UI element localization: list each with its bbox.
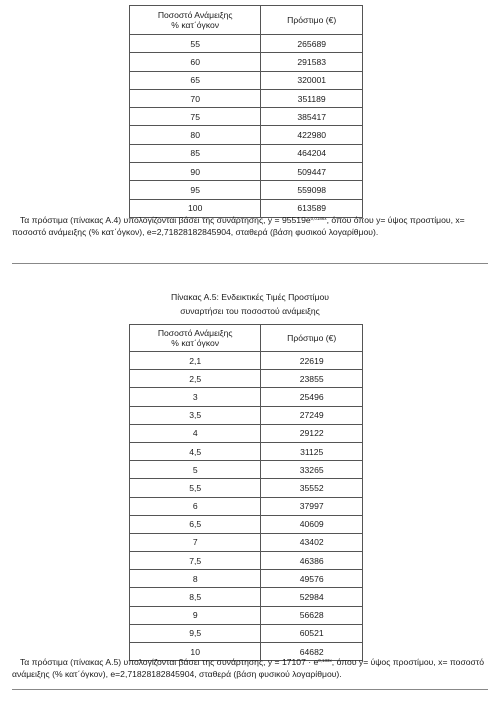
table-body xyxy=(130,35,363,218)
formula-text-continued: , όπου y= ύψος προστίμου, x= ποσοστό ανάμειξης (% κατ΄όγκον), e=2,71828182845904, σταθερά (βάση φυσικού λογαρίθμου). xyxy=(12,657,485,679)
table-row xyxy=(130,533,363,551)
cell-blend-percent: 95 xyxy=(130,181,261,199)
table-row xyxy=(130,406,363,424)
column-header-fine: Πρόστιμο (€) xyxy=(261,6,363,35)
table-caption-a5 xyxy=(100,290,400,318)
cell-fine-amount: 49576 xyxy=(261,570,363,588)
cell-blend-percent: 85 xyxy=(130,144,261,162)
column-header-blend-percent: Ποσοστό Ανάμειξης % κατ΄όγκον xyxy=(130,6,261,35)
cell-fine-amount: 613589 xyxy=(261,199,363,217)
section-divider xyxy=(12,689,488,690)
column-header-fine: Πρόστιμο (€) xyxy=(261,325,363,352)
caption-line: Πίνακας Α.5: Ενδεικτικές Τιμές Προστίμου xyxy=(171,292,329,302)
cell-blend-percent: 100 xyxy=(130,199,261,217)
cell-fine-amount: 22619 xyxy=(261,352,363,370)
cell-fine-amount: 29122 xyxy=(261,424,363,442)
cell-fine-amount: 320001 xyxy=(261,71,363,89)
cell-blend-percent: 4 xyxy=(130,424,261,442)
formula-note-a5 xyxy=(12,655,494,680)
table-row xyxy=(130,144,363,162)
cell-fine-amount: 37997 xyxy=(261,497,363,515)
table-row xyxy=(130,497,363,515)
table-body xyxy=(130,352,363,661)
cell-blend-percent: 10 xyxy=(130,643,261,661)
cell-blend-percent: 5 xyxy=(130,461,261,479)
table-row xyxy=(130,163,363,181)
cell-fine-amount: 464204 xyxy=(261,144,363,162)
cell-fine-amount: 46386 xyxy=(261,552,363,570)
table-row xyxy=(130,388,363,406)
table-row xyxy=(130,108,363,126)
cell-fine-amount: 56628 xyxy=(261,606,363,624)
cell-fine-amount: 27249 xyxy=(261,406,363,424)
cell-fine-amount: 265689 xyxy=(261,35,363,53)
table-header-row xyxy=(130,6,363,35)
table-row xyxy=(130,552,363,570)
cell-fine-amount: 385417 xyxy=(261,108,363,126)
cell-blend-percent: 7,5 xyxy=(130,552,261,570)
cell-blend-percent: 6 xyxy=(130,497,261,515)
table-row xyxy=(130,461,363,479)
table-row xyxy=(130,515,363,533)
table-row xyxy=(130,570,363,588)
cell-fine-amount: 40609 xyxy=(261,515,363,533)
table-row xyxy=(130,424,363,442)
table-row xyxy=(130,126,363,144)
table-row xyxy=(130,89,363,107)
table-row xyxy=(130,352,363,370)
cell-blend-percent: 6,5 xyxy=(130,515,261,533)
column-header-blend-percent: Ποσοστό Ανάμειξης % κατ΄όγκον xyxy=(130,325,261,352)
table-row xyxy=(130,370,363,388)
table-row xyxy=(130,606,363,624)
cell-blend-percent: 3,5 xyxy=(130,406,261,424)
table-row xyxy=(130,442,363,460)
cell-blend-percent: 7 xyxy=(130,533,261,551)
caption-line: συναρτήσει του ποσοστού ανάμειξης xyxy=(180,306,320,316)
formula-text: Τα πρόστιμα (πίνακας Α.5) υπολογίζονται βάσει της συνάρτησης, y = 17107 · e xyxy=(20,657,319,667)
fine-table-a4 xyxy=(129,5,363,218)
formula-exponent: 0,0186x xyxy=(310,216,327,221)
table-row xyxy=(130,588,363,606)
cell-blend-percent: 55 xyxy=(130,35,261,53)
cell-blend-percent: 3 xyxy=(130,388,261,406)
cell-fine-amount: 351189 xyxy=(261,89,363,107)
cell-fine-amount: 23855 xyxy=(261,370,363,388)
cell-blend-percent: 60 xyxy=(130,53,261,71)
cell-blend-percent: 2,5 xyxy=(130,370,261,388)
cell-blend-percent: 75 xyxy=(130,108,261,126)
section-divider xyxy=(12,263,488,264)
cell-blend-percent: 4,5 xyxy=(130,442,261,460)
cell-blend-percent: 9 xyxy=(130,606,261,624)
table-row xyxy=(130,53,363,71)
cell-blend-percent: 9,5 xyxy=(130,624,261,642)
table-row xyxy=(130,71,363,89)
cell-fine-amount: 25496 xyxy=(261,388,363,406)
cell-fine-amount: 291583 xyxy=(261,53,363,71)
formula-text: Τα πρόστιμα (πίνακας Α.4) υπολογίζονται βάσει της συνάρτησης, y = 95519e xyxy=(20,215,311,225)
cell-blend-percent: 90 xyxy=(130,163,261,181)
formula-text-continued: , όπου όπου y= ύψος προστίμου, x= ποσοστό ανάμειξης (% κατ΄όγκον), e=2,71828182845904, σταθερά (βάση φυσικού λογαρίθμου). xyxy=(12,215,465,237)
formula-exponent: 0,133x xyxy=(318,658,332,663)
cell-fine-amount: 35552 xyxy=(261,479,363,497)
cell-fine-amount: 64682 xyxy=(261,643,363,661)
table-row xyxy=(130,479,363,497)
cell-blend-percent: 2,1 xyxy=(130,352,261,370)
table-row xyxy=(130,35,363,53)
cell-blend-percent: 80 xyxy=(130,126,261,144)
cell-blend-percent: 65 xyxy=(130,71,261,89)
cell-blend-percent: 8,5 xyxy=(130,588,261,606)
cell-fine-amount: 33265 xyxy=(261,461,363,479)
cell-blend-percent: 5,5 xyxy=(130,479,261,497)
cell-blend-percent: 70 xyxy=(130,89,261,107)
table-row xyxy=(130,624,363,642)
table-header-row xyxy=(130,325,363,352)
cell-fine-amount: 60521 xyxy=(261,624,363,642)
cell-fine-amount: 43402 xyxy=(261,533,363,551)
cell-blend-percent: 8 xyxy=(130,570,261,588)
fine-table-a5 xyxy=(129,324,363,661)
formula-note-a4 xyxy=(12,213,494,238)
cell-fine-amount: 52984 xyxy=(261,588,363,606)
cell-fine-amount: 559098 xyxy=(261,181,363,199)
cell-fine-amount: 31125 xyxy=(261,442,363,460)
table-row xyxy=(130,181,363,199)
cell-fine-amount: 422980 xyxy=(261,126,363,144)
cell-fine-amount: 509447 xyxy=(261,163,363,181)
